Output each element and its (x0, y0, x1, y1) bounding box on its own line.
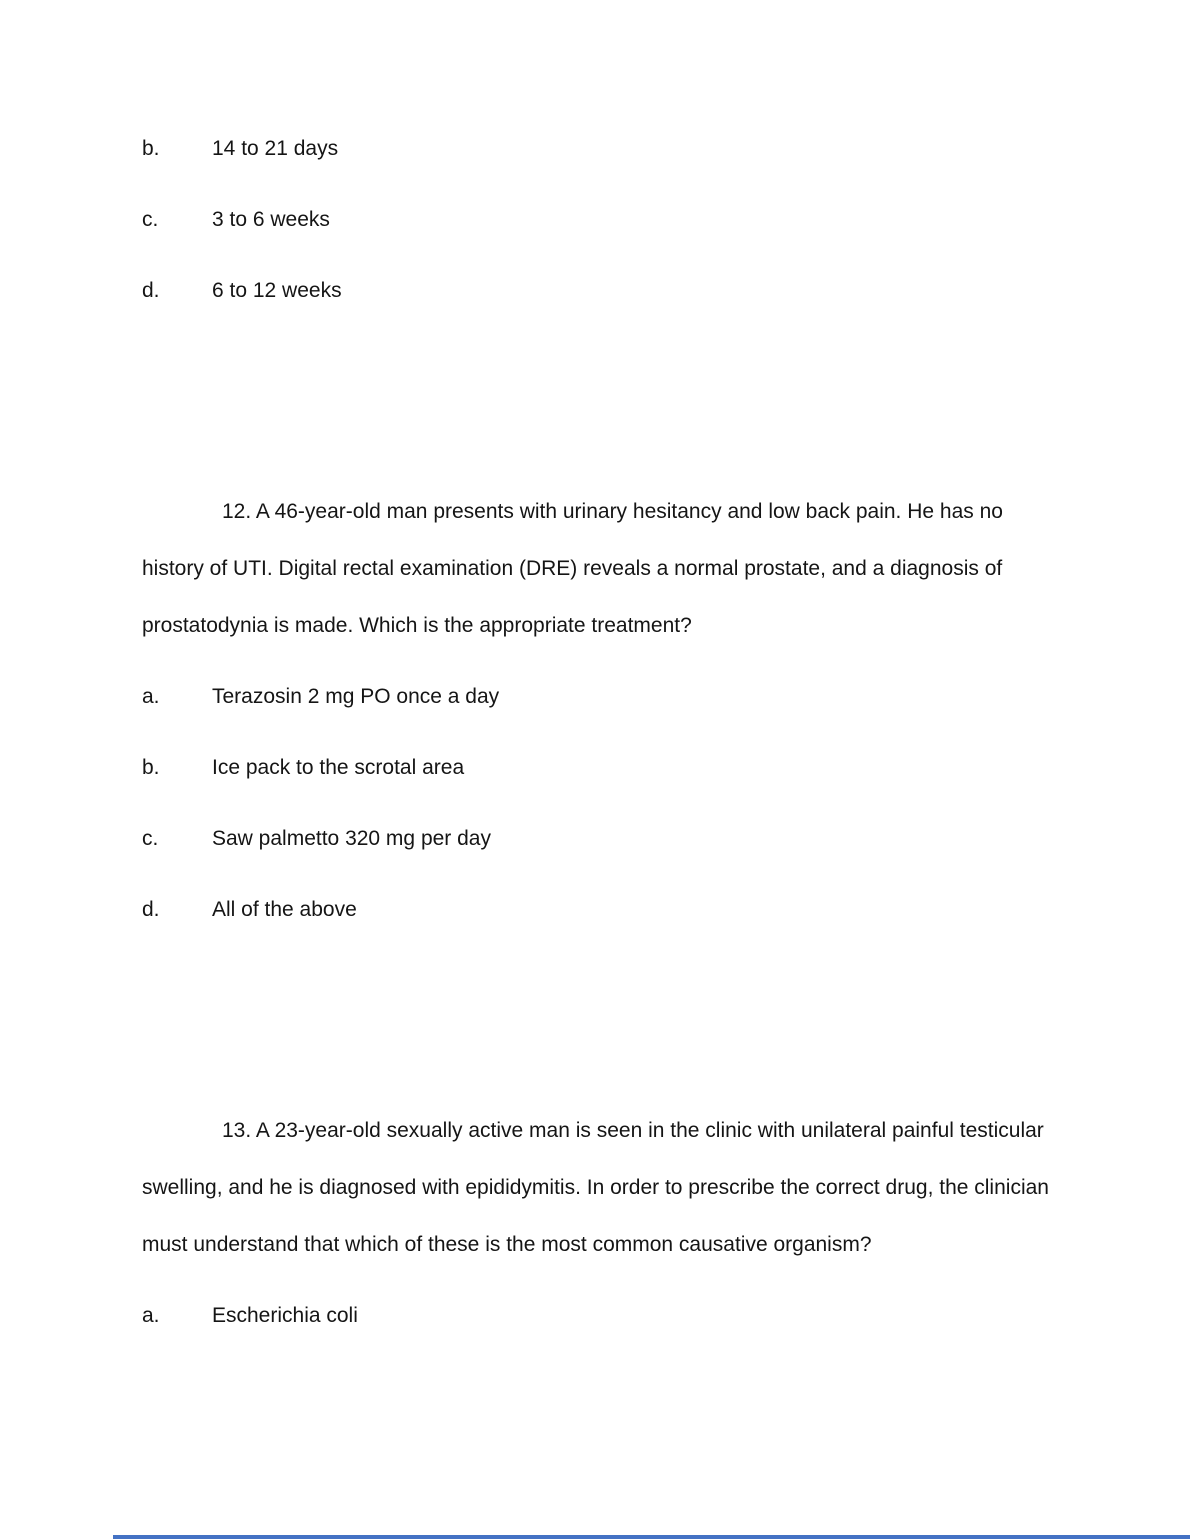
option-letter: b. (142, 756, 160, 779)
option-letter: d. (142, 279, 160, 302)
option-text: Escherichia coli (212, 1304, 358, 1327)
option-letter: c. (142, 208, 159, 231)
option-letter: b. (142, 137, 160, 160)
carryover-options (142, 120, 1050, 319)
option-letter: a. (142, 685, 160, 708)
section-gap (142, 333, 1050, 483)
question-block-12 (142, 483, 1050, 938)
question-block-13 (142, 1102, 1050, 1344)
option-text: Saw palmetto 320 mg per day (212, 827, 491, 850)
option-text: All of the above (212, 898, 357, 921)
option-row (142, 120, 1050, 177)
question-text: A 46-year-old man presents with urinary hesitancy and low back pain. He has no history of UTI. Digital rectal examination (DRE) reveals a normal prostate, and a diagnosis of prostatodynia is made. Which is the appropriate treatment? (142, 500, 1003, 637)
option-text: Terazosin 2 mg PO once a day (212, 685, 500, 708)
option-text: Ice pack to the scrotal area (212, 756, 465, 779)
question-number: 12. (222, 500, 252, 523)
option-row (142, 262, 1050, 319)
option-row (142, 668, 1050, 725)
option-text: 6 to 12 weeks (212, 279, 342, 302)
question-12-paragraph (142, 483, 1050, 654)
option-text: 3 to 6 weeks (212, 208, 330, 231)
option-row (142, 881, 1050, 938)
question-13-paragraph (142, 1102, 1050, 1273)
option-row (142, 191, 1050, 248)
question-text: A 23-year-old sexually active man is seen in the clinic with unilateral painful testicular swelling, and he is diagnosed with epididymitis. In order to prescribe the correct drug, the clinician must understand that which of these is the most common causative organism? (142, 1119, 1049, 1256)
question-number: 13. (222, 1119, 252, 1142)
section-gap (142, 952, 1050, 1102)
option-row (142, 1287, 1050, 1344)
option-row (142, 810, 1050, 867)
option-letter: a. (142, 1304, 160, 1327)
option-text: 14 to 21 days (212, 137, 339, 160)
option-row (142, 739, 1050, 796)
bottom-accent-line (113, 1535, 1190, 1539)
option-letter: c. (142, 827, 159, 850)
option-letter: d. (142, 898, 160, 921)
